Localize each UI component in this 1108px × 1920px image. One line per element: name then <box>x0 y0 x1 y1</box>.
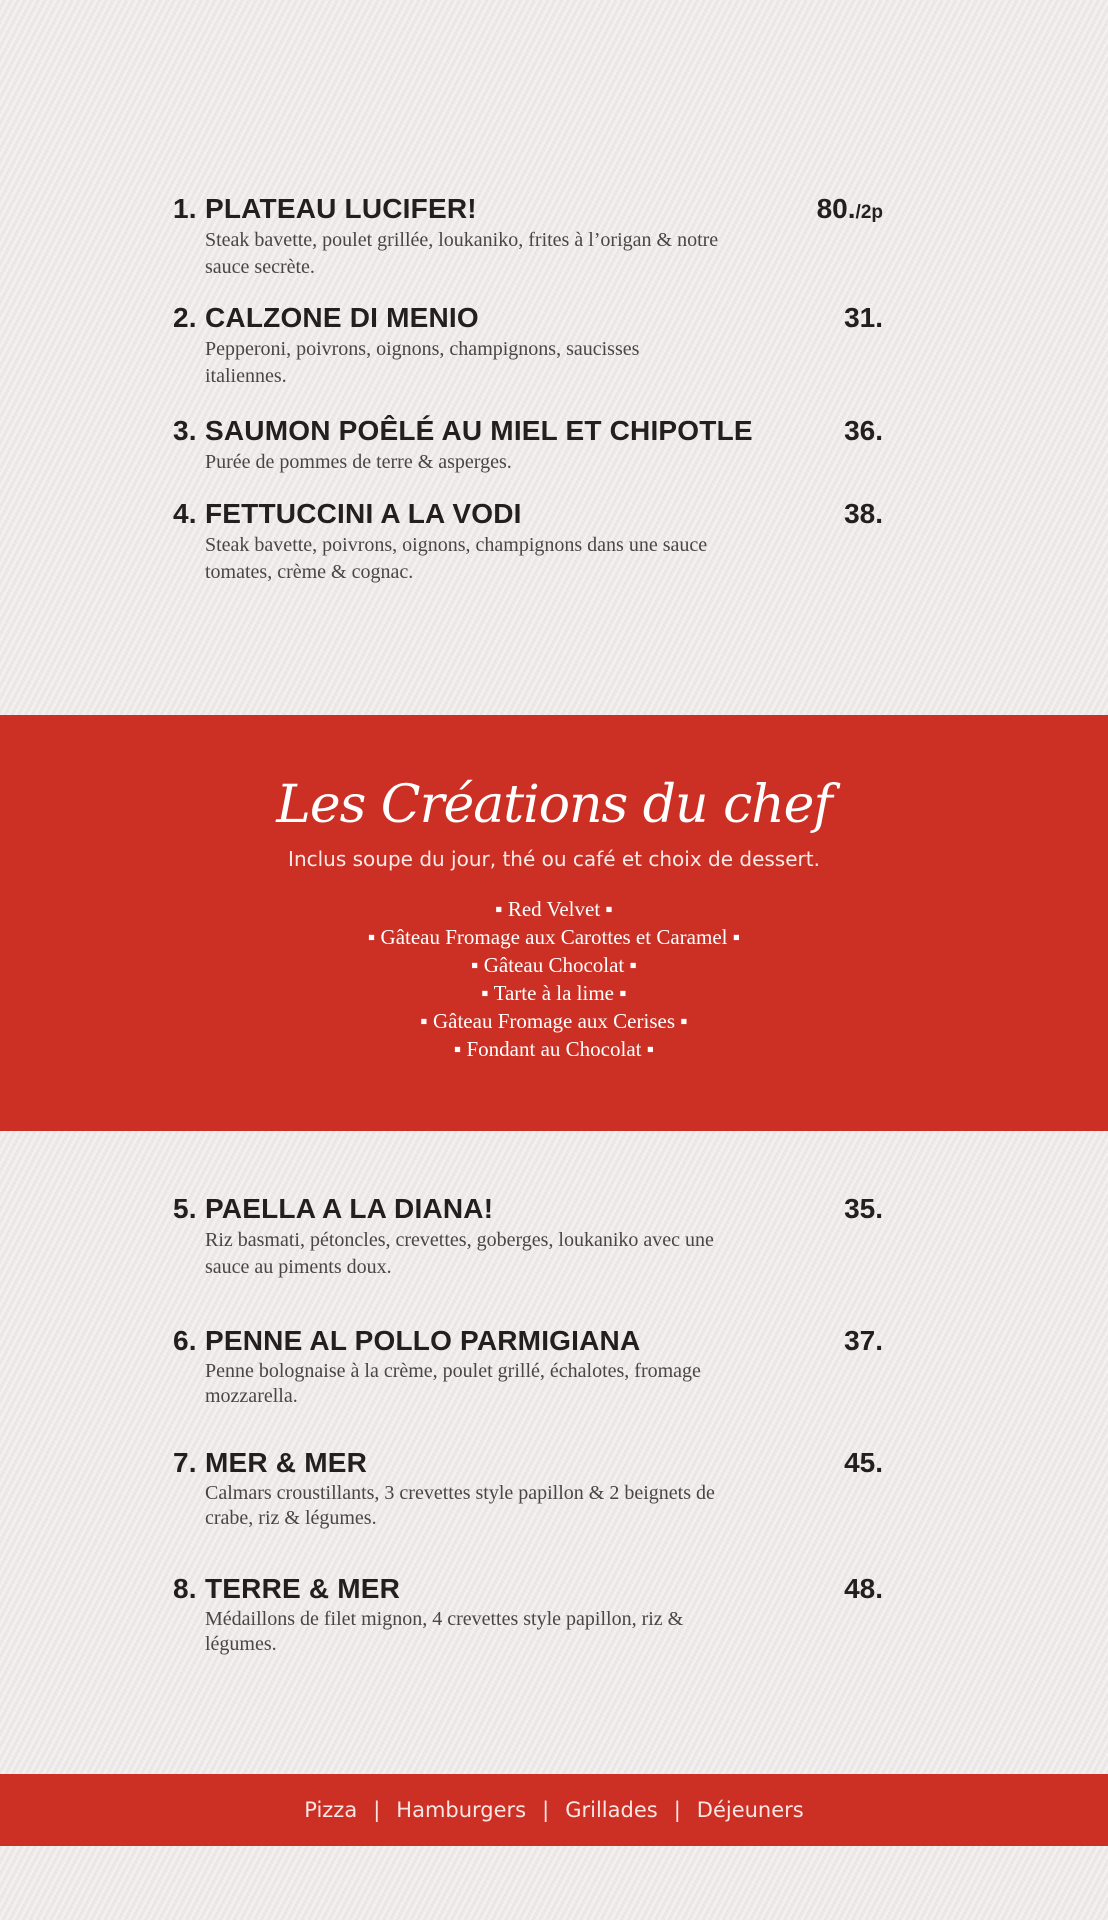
section-title: Les Créations du chef <box>276 775 832 835</box>
nav-separator: | <box>373 1798 381 1822</box>
nav-link-dejeuners[interactable]: Déjeuners <box>696 1798 804 1822</box>
nav-separator: | <box>673 1798 681 1822</box>
section-subtitle: Inclus soupe du jour, thé ou café et choix de dessert. <box>288 847 820 871</box>
nav-link-pizza[interactable]: Pizza <box>304 1798 358 1822</box>
menu-item-description: Purée de pommes de terre & asperges. <box>205 451 512 473</box>
menu-item-description: Penne bolognaise à la crème, poulet grillé, échalotes, fromage mozzarella. <box>205 1360 701 1407</box>
dessert-item: ▪ Gâteau Chocolat ▪ <box>471 953 637 977</box>
menu-item-price: 36. <box>844 415 883 446</box>
menu-item-price: 35. <box>844 1193 883 1224</box>
menu-item-title: 3. SAUMON POÊLÉ AU MIEL ET CHIPOTLE <box>173 415 753 446</box>
menu-item-title: 7. MER & MER <box>173 1447 368 1478</box>
menu-item-title: 6. PENNE AL POLLO PARMIGIANA <box>173 1325 641 1356</box>
menu-item-price: 45. <box>844 1447 883 1478</box>
nav-link-hamburgers[interactable]: Hamburgers <box>396 1798 527 1822</box>
dessert-item: ▪ Gâteau Fromage aux Carottes et Caramel ▪ <box>367 925 741 949</box>
menu-item-price: 48. <box>844 1573 883 1604</box>
menu-item-description: Riz basmati, pétoncles, crevettes, goberges, loukaniko avec une sauce au piments doux. <box>205 1229 714 1278</box>
menu-item-description: Pepperoni, poivrons, oignons, champignons, saucisses italiennes. <box>205 338 640 387</box>
menu-item-price: 37. <box>844 1325 883 1356</box>
menu-item-description: Médaillons de filet mignon, 4 crevettes style papillon, riz & légumes. <box>205 1608 684 1655</box>
dessert-item: ▪ Tarte à la lime ▪ <box>481 981 627 1005</box>
menu-item-price: 80./2p <box>816 193 883 224</box>
menu-item-title: 1. PLATEAU LUCIFER! <box>173 193 477 224</box>
dessert-item: ▪ Gâteau Fromage aux Cerises ▪ <box>420 1009 688 1033</box>
menu-item-price: 38. <box>844 498 883 529</box>
nav-separator: | <box>542 1798 550 1822</box>
menu-item-description: Calmars croustillants, 3 crevettes style papillon & 2 beignets de crabe, riz & légumes. <box>205 1482 715 1529</box>
menu-item-description: Steak bavette, poivrons, oignons, champignons dans une sauce tomates, crème & cognac. <box>205 534 708 583</box>
dessert-item: ▪ Fondant au Chocolat ▪ <box>453 1037 655 1061</box>
menu-item-price: 31. <box>844 302 883 333</box>
menu-item-title: 5. PAELLA A LA DIANA! <box>173 1193 494 1224</box>
chef-creations-section <box>0 715 1108 1131</box>
dessert-item: ▪ Red Velvet ▪ <box>495 897 613 921</box>
menu-item-title: 8. TERRE & MER <box>173 1573 401 1604</box>
menu-item-title: 4. FETTUCCINI A LA VODI <box>173 498 522 529</box>
menu-item-title: 2. CALZONE DI MENIO <box>173 302 479 333</box>
nav-link-grillades[interactable]: Grillades <box>565 1798 658 1822</box>
dessert-list <box>0 895 1108 1063</box>
menu-item-description: Steak bavette, poulet grillée, loukaniko, frites à l’origan & notre sauce secrète. <box>205 229 719 278</box>
footer-nav <box>0 1774 1108 1846</box>
